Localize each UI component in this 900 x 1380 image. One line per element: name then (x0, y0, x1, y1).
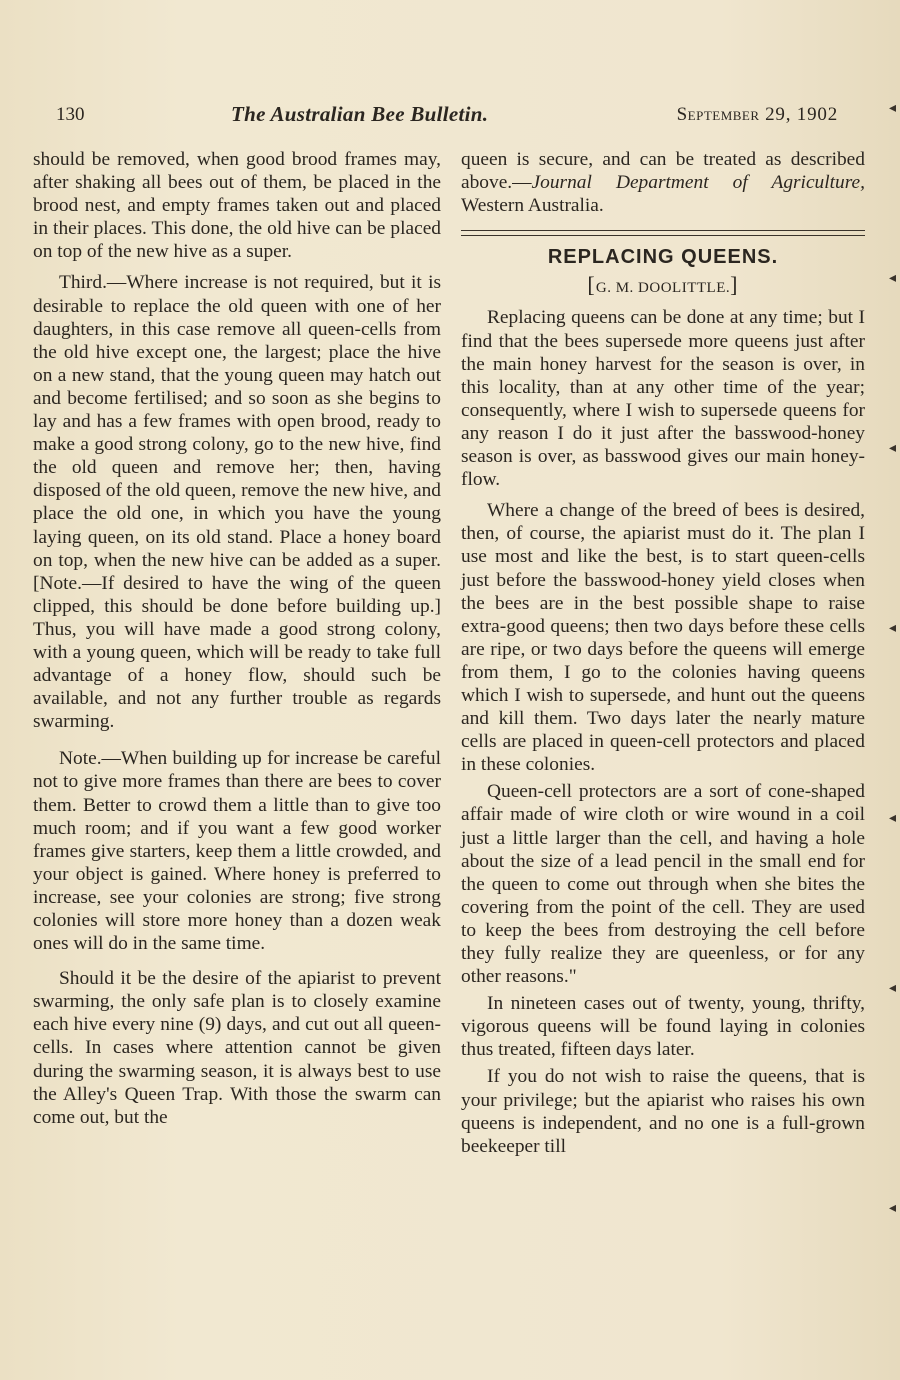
source-italic: Journal Department of Agriculture, (531, 172, 865, 194)
left-paragraph-note: Note.—When building up for increase be careful not to give more frames than there are bees to cover them. Better to crowd them a little than to give too much room; and if you want a few good worker frames give starters, keep them a little crowded, and your object is gained. Where honey is preferred to increase, see your colonies are strong; five strong colonies will store more honey than a dozen weak ones will do in the same time. (33, 748, 441, 955)
article-byline: [G. M. DOOLITTLE.] (587, 272, 739, 298)
left-paragraph-swarming: Should it be the desire of the apiarist to prevent swarming, the only safe plan is to closely examine each hive every nine (9) days, and cut out all queen-cells. In cases where attention cannot be given during the swarming season, it is always best to use the Alley's Queen Trap. With those the swarm can come out, but the (33, 968, 441, 1128)
page-header (56, 104, 838, 130)
article-title: REPLACING QUEENS. (547, 246, 779, 269)
edge-mark: ◂ (888, 271, 896, 286)
edge-mark: ◂ (888, 621, 896, 636)
date-month: September (676, 104, 760, 125)
article-paragraph-1: Replacing queens can be done at any time; but I find that the bees supersede more queens just after the main honey harvest for the season is over, in this locality, than at any other time of the year; consequently, where I wish to supersede queens for any reason I do it just after the basswood-honey season is over, as basswood gives our main honey-flow. (461, 307, 865, 491)
edge-mark: ◂ (888, 441, 896, 456)
article-paragraph-4: In nineteen cases out of twenty, young, thrifty, vigorous queens will be found laying in colonies thus treated, fifteen days later. (461, 993, 865, 1061)
section-divider (461, 230, 865, 236)
article-paragraph-3: Queen-cell protectors are a sort of cone-shaped affair made of wire cloth or wire wound in a coil just a little larger than the cell, and having a hole about the size of a lead pencil in the small end for the queen to come out through when she bites the covering from the point of the cell. They are used to keep the bees from destroying the cell before they fully realize they are queenless, or for any other reasons." (461, 781, 865, 988)
page-edge-marks (882, 80, 900, 1380)
issue-date (677, 104, 838, 126)
page-number: 130 (56, 104, 85, 125)
byline-author: G. M. DOOLITTLE. (595, 280, 731, 297)
edge-mark: ◂ (888, 1201, 896, 1216)
source-rest: Western Australia. (461, 195, 604, 217)
article-paragraph-2: Where a change of the breed of bees is desired, then, of course, the apiarist must do it. The plan I use most and like the best, is to start queen-cells just before the basswood-honey yield closes when the bees are in the best possible shape to raise extra-good queens; then two days before these cells are ripe, or two days before the queens will emerge from them, I go to the colonies having queens which I wish to supersede, and hunt out the queens and kill them. Two days later the nearly mature cells are placed in queen-cell protectors and placed in these colonies. (461, 500, 865, 776)
edge-mark: ◂ (888, 811, 896, 826)
continuation-text: queen is secure, and can be treated as described above.— (461, 149, 865, 194)
left-paragraph-third: Third.—Where increase is not required, but it is desirable to replace the old queen with one of her daughters, in this case remove all queen-cells from the old hive except one, the largest; place the hive on a new stand, that the young queen may hatch out and become fertilised; and so soon as she begins to lay and has a few frames with open brood, ready to make a good strong colony, go to the new hive, find the old queen and remove her; then, having disposed of the old queen, remove the new hive, and place the old one, in which you have the young laying queen, on its old stand. Place a honey board on top, when the new hive can be added as a super. [Note.—If desired to have the wing of the queen clipped, this should be done before building up.] Thus, you will have made a good strong colony, with a young queen, which will be ready to take full advantage of a honey flow, should such be available, and not any further trouble as regards swarming. (33, 272, 441, 733)
edge-mark: ◂ (888, 101, 896, 116)
right-continuation (461, 148, 865, 217)
left-paragraph-1: should be removed, when good brood frames may, after shaking all bees out of them, be placed in the brood nest, and empty frames taken out and placed in their places. This done, the old hive can be placed on top of the new hive as a super. (33, 149, 441, 263)
edge-mark: ◂ (888, 981, 896, 996)
date-day-year: 29, 1902 (759, 104, 838, 125)
journal-title: The Australian Bee Bulletin. (231, 102, 489, 126)
left-column (33, 148, 441, 1129)
right-column (461, 148, 865, 1158)
article-paragraph-5: If you do not wish to raise the queens, that is your privilege; but the apiarist who raises his own queens is independent, and no one is a full-grown beekeeper till (461, 1066, 865, 1157)
